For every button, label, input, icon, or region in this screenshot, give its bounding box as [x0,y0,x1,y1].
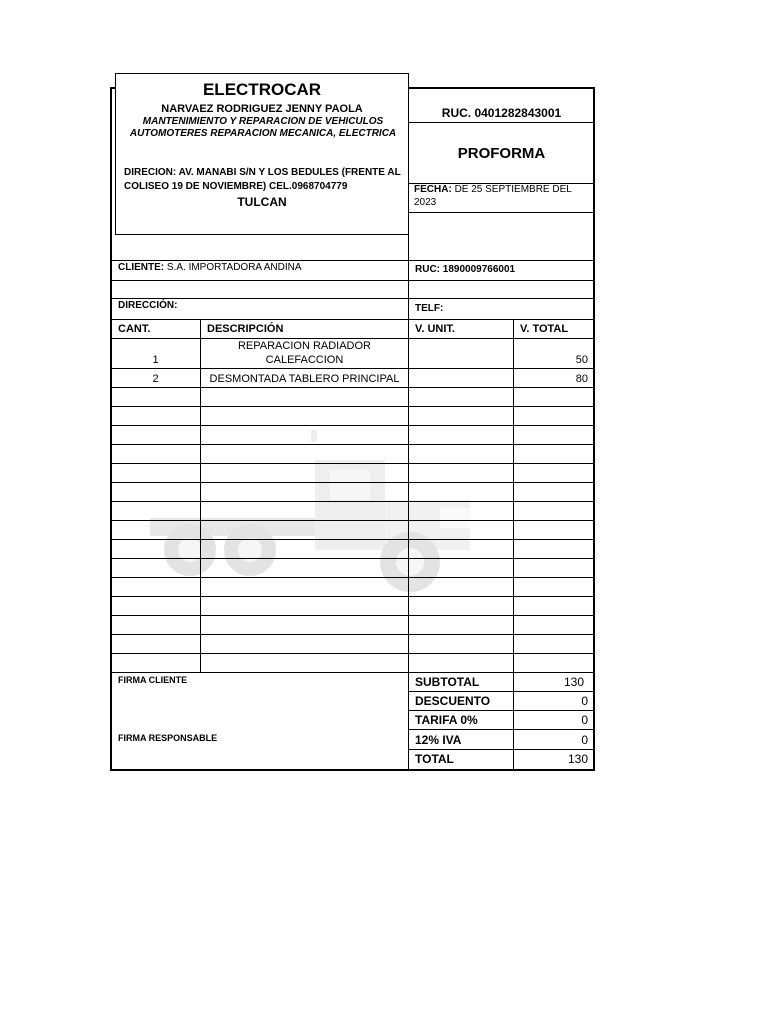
subtotal-label: SUBTOTAL [415,675,480,689]
row2-total: 80 [575,373,588,385]
fecha-value: DE 25 SEPTIEMBRE DEL 2023 [414,184,572,208]
row2-desc: DESMONTADA TABLERO PRINCIPAL [209,373,400,385]
firma-responsable: FIRMA RESPONSABLE [118,733,218,743]
cliente-label: CLIENTE: [118,262,165,273]
descuento-label: DESCUENTO [415,694,491,708]
row2-cant: 2 [152,373,159,385]
row1-cant: 1 [152,354,159,366]
descuento-value: 0 [581,694,588,708]
doc-type: PROFORMA [457,145,546,162]
company-activity: MANTENIMIENTO Y REPARACION DE VEHICULOS AUTOMOTERES REPARACION MECANICA, ELECTRICA [129,116,397,139]
doc-ruc: RUC. 0401282843001 [441,106,562,120]
telf-label: TELF: [415,303,444,314]
cliente-value: S.A. IMPORTADORA ANDINA [166,262,302,273]
total-label: TOTAL [415,752,454,766]
firma-cliente: FIRMA CLIENTE [118,675,188,685]
company-header [115,73,409,235]
header-vunit: V. UNIT. [415,323,455,335]
tarifa-value: 0 [581,713,588,727]
iva-value: 0 [581,733,588,747]
row1-total: 50 [575,354,588,366]
tarifa-label: TARIFA 0% [415,713,478,727]
doc-date [414,183,590,209]
header-vtotal: V. TOTAL [520,323,569,335]
row1-desc-line2: CALEFACCION [265,354,344,366]
client-name [118,261,302,275]
fecha-label: FECHA: [414,184,452,195]
client-ruc: RUC: 1890009766001 [415,264,516,275]
total-value: 130 [567,752,588,766]
header-desc: DESCRIPCIÓN [207,323,284,335]
iva-label: 12% IVA [415,733,462,747]
company-address: DIRECION: AV. MANABI S/N Y LOS BEDULES (FRENTE AL COLISEO 19 DE NOVIEMBRE) CEL.0968704779 [124,167,401,192]
row1-desc-line1: REPARACION RADIADOR [237,340,372,352]
company-name: ELECTROCAR [202,80,322,99]
direccion-label: DIRECCIÓN: [118,300,178,311]
subtotal-value: 130 [563,675,584,689]
company-owner: NARVAEZ RODRIGUEZ JENNY PAOLA [161,103,363,115]
header-cant: CANT. [118,323,151,335]
company-city: TULCAN [237,195,287,209]
